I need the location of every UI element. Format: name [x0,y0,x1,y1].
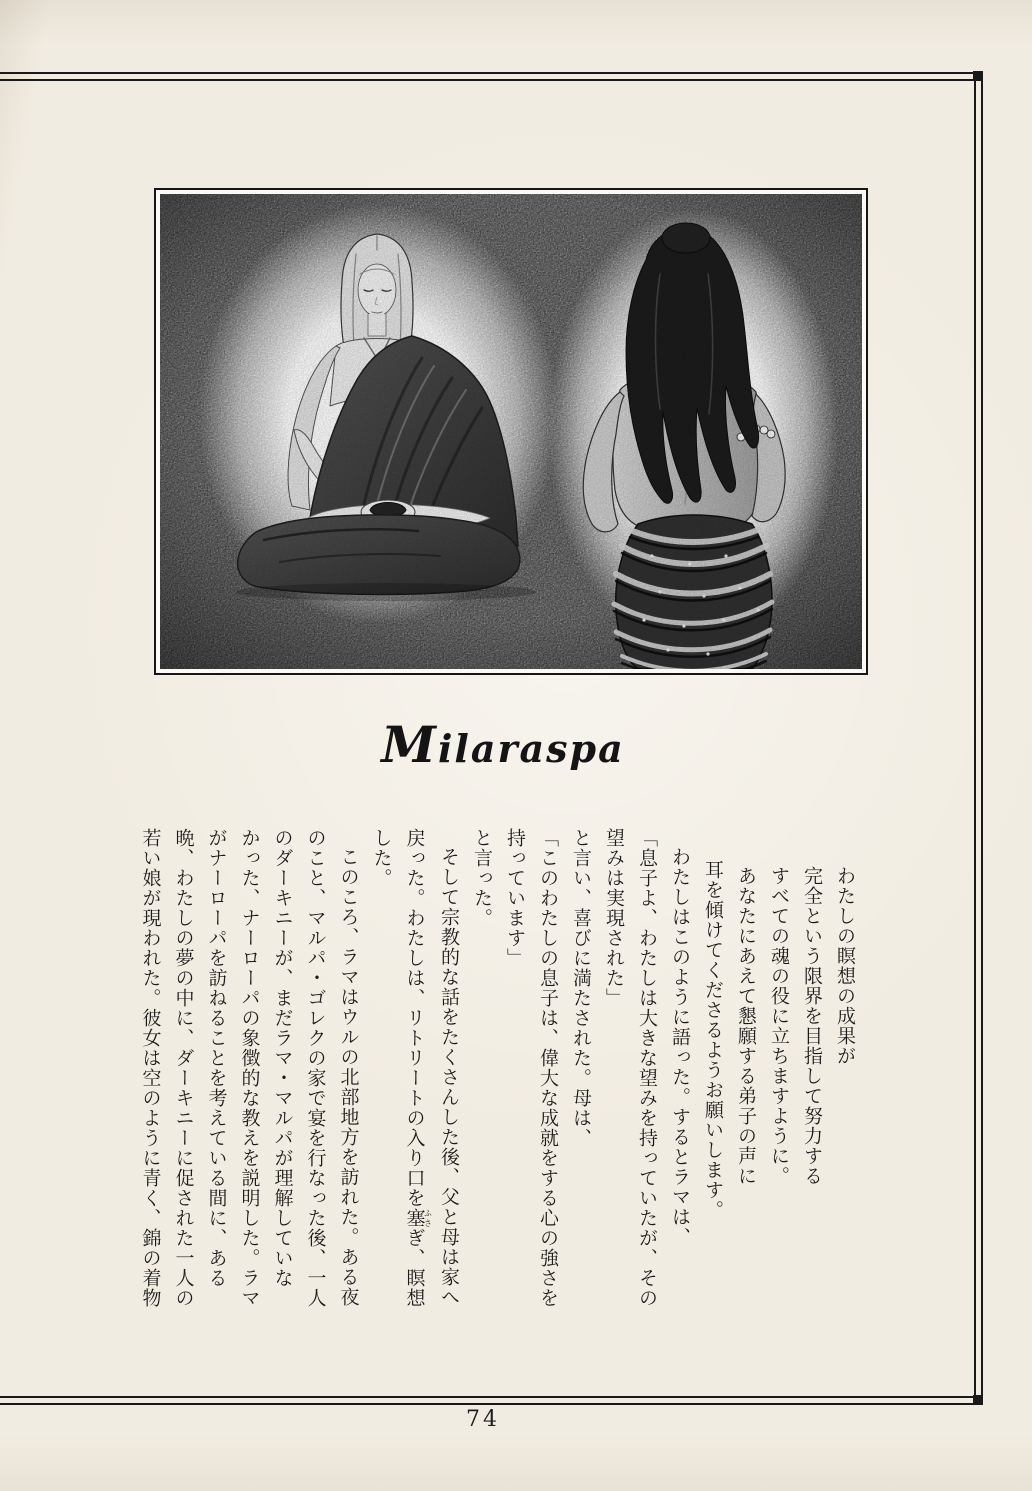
text-column: がナーローパを訪ねることを考えている間に、ある [205,828,227,1288]
illustration-drawing [160,194,862,669]
illustration [154,188,868,675]
text-column: わたしはこのように語った。するとラマは、 [669,847,690,1247]
page-frame-top-rule [0,72,983,81]
text-column: 耳を傾けてくださるようお願いします。 [702,860,723,1221]
text-column: のこと、マルパ・ゴレクの家で宴を行なった後、一人 [304,828,326,1308]
text-column: 持っています」 [504,828,525,968]
text-column: かった、ナーローパの象徴的な教えを説明した。ラマ [238,828,260,1308]
text-column: 望みは実現された」 [603,828,624,1008]
text-column: すべての魂の役に立ちますように。 [768,866,789,1186]
body-text [135,828,861,1333]
page-number: 74 [466,1407,500,1432]
text-column: と言った。 [471,828,492,928]
chapter-title: Milaraspa [381,716,625,774]
text-column: わたしの瞑想の成果が [834,866,855,1066]
page-frame-bottom-rule [0,1396,983,1405]
text-column: のダーキニーが、まだラマ・マルパが理解していな [271,828,293,1288]
text-column: 完全という限界を目指して努力する [801,866,822,1186]
text-column: と言い、喜びに満たされた。母は、 [570,828,591,1148]
text-column: あなたにあえて懇願する弟子の声に [735,866,756,1186]
frame-corner-square-bottom [973,1395,983,1405]
text-column: そして宗教的な話をたくさんした後、父と母は家へ [438,847,459,1307]
text-column: 若い娘が現われた。彼女は空のように青く、錦の着物 [139,828,161,1308]
text-column: した。 [370,828,392,888]
text-column: 晩、わたしの夢の中に、ダーキニーに促された一人の [172,828,194,1308]
text-column: このころ、ラマはウルの北部地方を訪れた。ある夜 [337,847,359,1307]
text-column: 「息子よ、わたしは大きな望みを持っていたが、その [636,828,657,1308]
text-column: 「このわたしの息子は、偉大な成就をする心の強さを [537,828,558,1308]
frame-corner-square-top [973,71,983,81]
text-column: 戻った。わたしは、リトリートの入り口を塞 ふさぎ、瞑想 [403,828,433,1308]
